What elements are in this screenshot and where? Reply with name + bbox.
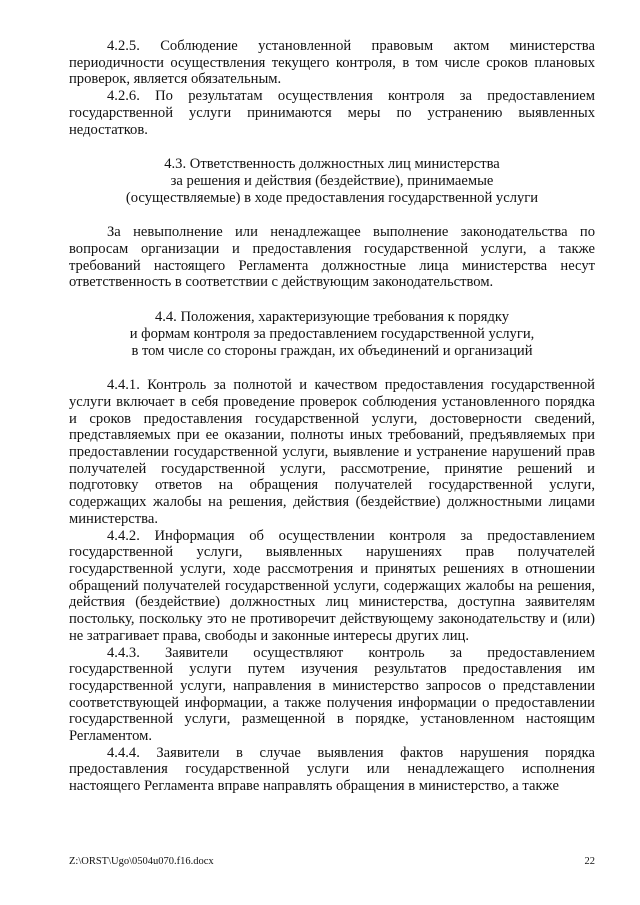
heading-line: 4.3. Ответственность должностных лиц министерства (164, 156, 500, 173)
section-heading-4-3 (69, 156, 595, 206)
heading-line: 4.4. Положения, характеризующие требования к порядку (154, 309, 510, 326)
paragraph-4-4-4: 4.4.4. Заявители в случае выявления фактов нарушения порядка предоставления государственной услуги или ненадлежащего исполнения настоящего Регламента вправе направлять обращения в министерство, а также (69, 744, 595, 795)
paragraph-4-2-6: 4.2.6. По результатам осуществления контроля за предоставлением государственной услуги принимаются меры по устранению выявленных недостатков. (69, 88, 595, 138)
paragraph-4-4-1: 4.4.1. Контроль за полнотой и качеством предоставления государственной услуги включает в себя проведение проверок соблюдения установленного порядка и сроков предоставления государственной услуги, достоверности сведений, представляемых при ее оказании, полноты иных требований, предъявляемых при предоставлении государственной услуги, выявление и устранение нарушений прав получателей государственной услуги, рассмотрение, принятие решений и подготовку ответов на обращения получателей государственной услуги, содержащих жалобы на решения, действия (бездействие) должностными лицами министерства. (69, 377, 595, 527)
page-footer (69, 856, 595, 868)
paragraph-4-4-2: 4.4.2. Информация об осуществлении контроля за предоставлением государственной услуги, выявленных нарушениях прав получателей государственной услуги, ходе рассмотрения и принятых решениях в отношении обращений получателей государственной услуги, содержащих жалобы на решения, действия (бездействие) должностных лиц министерства, доступна заявителям постольку, поскольку это не противоречит действующему законодательству и (или) не затрагивает права, свободы и законные интересы других лиц. (69, 527, 595, 644)
heading-line: за решения и действия (бездействие), принимаемые (170, 172, 494, 189)
section-heading-4-4 (69, 309, 595, 359)
page-number: 22 (584, 856, 595, 867)
paragraph-4-4-3: 4.4.3. Заявители осуществляют контроль за предоставлением государственной услуги путем изучения результатов предоставления им государственной услуги, направления в министерство запросов о представлении соответствующей информации, а также получения информации о предоставлении государственной услуги, размещенной в порядке, установленном настоящим Регламентом. (69, 644, 595, 745)
document-body (69, 38, 595, 795)
footer-file-path: Z:\ORST\Ugo\0504u070.f16.docx (69, 856, 214, 867)
paragraph-4-2-5: 4.2.5. Соблюдение установленной правовым актом министерства периодичности осуществления текущего контроля, в том числе сроков плановых проверок, является обязательным. (69, 38, 595, 88)
heading-line: (осуществляемые) в ходе предоставления государственной услуги (125, 189, 539, 206)
paragraph-4-3: За невыполнение или ненадлежащее выполнение законодательства по вопросам организации и предоставления государственной услуги, а также требований настоящего Регламента должностные лица министерства несут ответственность в соответствии с действующим законодательством. (69, 224, 595, 291)
heading-line: и формам контроля за предоставлением государственной услуги, (129, 325, 535, 342)
heading-line: в том числе со стороны граждан, их объединений и организаций (131, 342, 533, 359)
